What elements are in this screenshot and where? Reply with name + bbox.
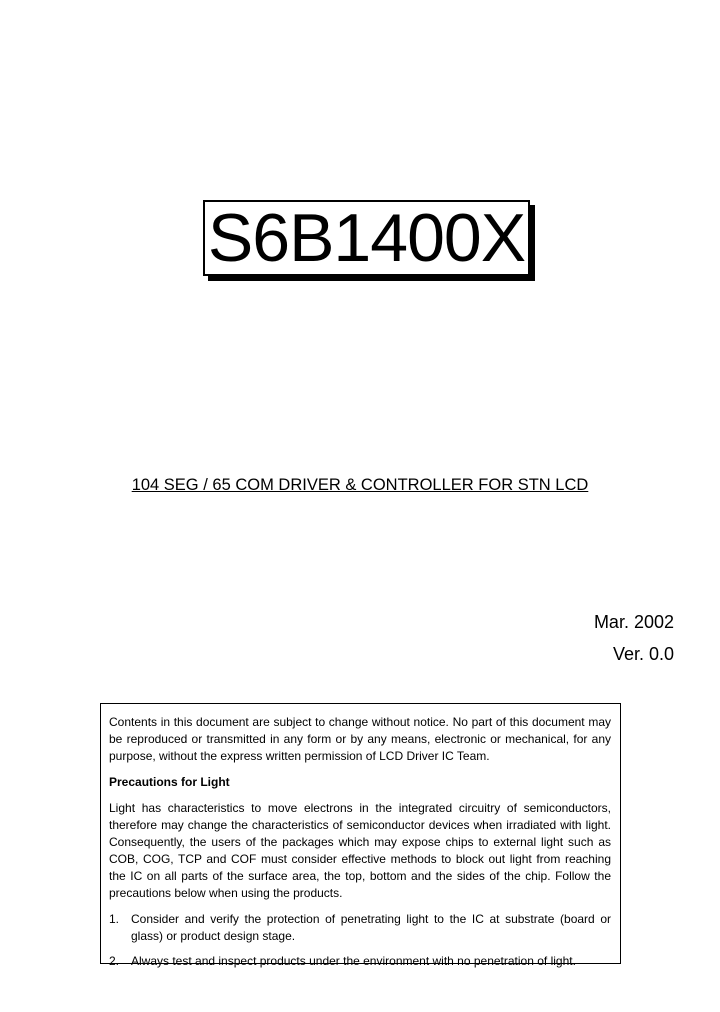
list-number: 1. — [109, 912, 120, 926]
title-box — [203, 200, 530, 276]
list-item — [109, 911, 611, 945]
document-date: Mar. 2002 — [593, 612, 674, 632]
list-text: Always test and inspect products under the environment with no penetration of light. — [131, 954, 576, 968]
disclaimer-text: Contents in this document are subject to change without notice. No part of this document may be reproduced or transmitted in any form or by any means, electronic or mechanical, for any purpose, without the express written permission of LCD Driver IC Team. — [109, 715, 611, 763]
document-subtitle: 104 SEG / 65 COM DRIVER & CONTROLLER FOR STN LCD — [131, 476, 589, 494]
list-item — [109, 953, 611, 970]
document-version: Ver. 0.0 — [612, 644, 674, 664]
precautions-body: Light has characteristics to move electrons in the integrated circuitry of semiconductors, therefore may change the characteristics of semiconductor devices when irradiated with light. Consequently, the users of the packages which may expose chips to external light such as COB, COG, TCP and COF must consider effective methods to block out light from reaching the IC on all parts of the surface area, the top, bottom and the sides of the chip. Follow the precautions below when using the products. — [109, 801, 611, 900]
notice-box — [100, 703, 621, 968]
list-number: 2. — [109, 954, 120, 968]
precautions-heading: Precautions for Light — [109, 775, 230, 789]
list-text: Consider and verify the protection of penetrating light to the IC at substrate (board or glass) or product design stage. — [131, 912, 611, 943]
document-title: S6B1400X — [207, 200, 526, 276]
